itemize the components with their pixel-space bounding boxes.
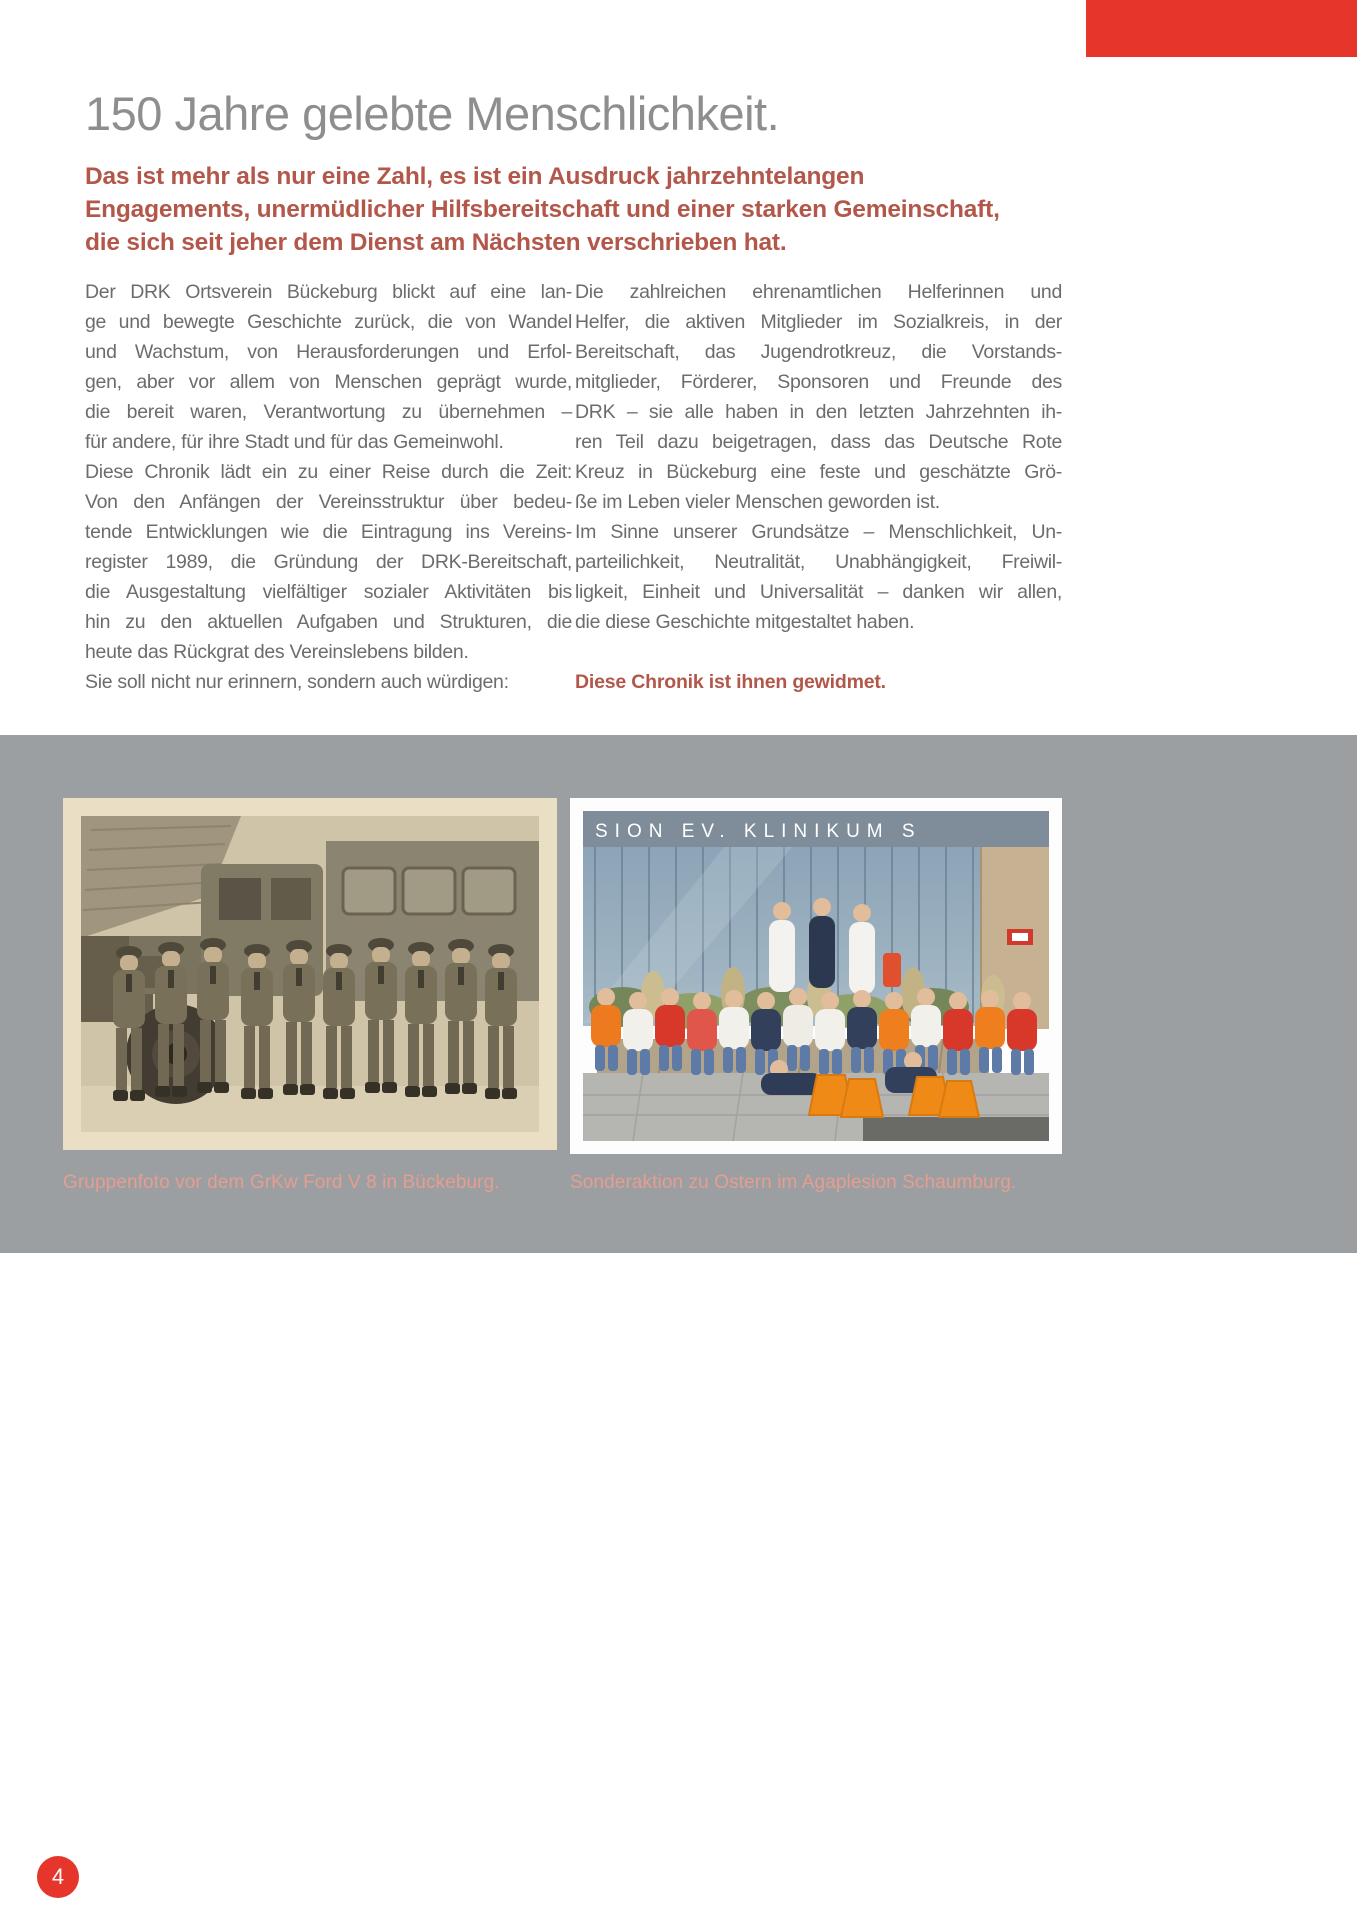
vintage-photo-illustration xyxy=(81,816,539,1132)
dedication-line: Diese Chronik ist ihnen gewidmet. xyxy=(575,671,886,693)
body-line: Der DRK Ortsverein Bückeburg blickt auf eine lan- xyxy=(85,281,572,303)
photo-caption-right: Sonderaktion zu Ostern im Agaplesion Schaumburg. xyxy=(570,1172,1017,1193)
body-line: die diese Geschichte mitgestaltet haben. xyxy=(575,611,915,633)
page-number-badge xyxy=(37,1856,79,1898)
body-line: Sie soll nicht nur erinnern, sondern auch würdigen: xyxy=(85,671,509,693)
body-line: Bereitschaft, das Jugendrotkreuz, die Vorstands- xyxy=(575,341,1062,363)
body-line: Diese Chronik lädt ein zu einer Reise durch die Zeit: xyxy=(85,461,572,483)
body-column-right xyxy=(575,277,1062,697)
body-line: DRK – sie alle haben in den letzten Jahrzehnten ih- xyxy=(575,401,1062,423)
body-line: hin zu den aktuellen Aufgaben und Strukturen, die xyxy=(85,611,572,633)
subtitle-line: Engagements, unermüdlicher Hilfsbereitschaft und einer starken Gemeinschaft, xyxy=(85,196,1000,223)
vintage-group-photo xyxy=(63,798,557,1150)
intro-subtitle xyxy=(85,160,1095,259)
body-line: Kreuz in Bückeburg eine feste und geschätzte Grö- xyxy=(575,461,1062,483)
body-line: ge und bewegte Geschichte zurück, die von Wandel xyxy=(85,311,572,333)
photo-band xyxy=(0,735,1357,1253)
body-line: ren Teil dazu beigetragen, dass das Deutsche Rote xyxy=(575,431,1062,453)
body-line: register 1989, die Gründung der DRK-Bereitschaft, xyxy=(85,551,572,573)
spacer xyxy=(575,637,1062,667)
body-column-left xyxy=(85,277,572,697)
body-line: die bereit waren, Verantwortung zu übernehmen – xyxy=(85,401,572,423)
body-line: mitglieder, Förderer, Sponsoren und Freunde des xyxy=(575,371,1062,393)
modern-photo-illustration xyxy=(583,811,1049,1141)
page-number: 4 xyxy=(51,1864,65,1889)
body-line: tende Entwicklungen wie die Eintragung ins Vereins- xyxy=(85,521,572,543)
body-line: für andere, für ihre Stadt und für das Gemeinwohl. xyxy=(85,431,504,453)
body-line: heute das Rückgrat des Vereinslebens bilden. xyxy=(85,641,469,663)
photo-caption-left: Gruppenfoto vor dem GrKw Ford V 8 in Bückeburg. xyxy=(63,1172,500,1193)
page-title: 150 Jahre gelebte Menschlichkeit. xyxy=(85,87,780,140)
body-line: ße im Leben vieler Menschen geworden ist. xyxy=(575,491,940,513)
subtitle-line: Das ist mehr als nur eine Zahl, es ist ein Ausdruck jahrzehntelangen xyxy=(85,163,865,190)
body-line: Die zahlreichen ehrenamtlichen Helferinnen und xyxy=(575,281,1062,303)
body-line: und Wachstum, von Herausforderungen und Erfol- xyxy=(85,341,572,363)
body-line: Von den Anfängen der Vereinsstruktur über bedeu- xyxy=(85,491,572,513)
body-line: Helfer, die aktiven Mitglieder im Sozialkreis, in der xyxy=(575,311,1062,333)
subtitle-line: die sich seit jeher dem Dienst am Nächsten verschrieben hat. xyxy=(85,229,787,256)
body-line: die Ausgestaltung vielfältiger sozialer Aktivitäten bis xyxy=(85,581,572,603)
body-line: Im Sinne unserer Grundsätze – Menschlichkeit, Un- xyxy=(575,521,1062,543)
body-line: gen, aber vor allem von Menschen geprägt wurde, xyxy=(85,371,572,393)
corner-accent-banner xyxy=(1086,0,1357,57)
body-line: ligkeit, Einheit und Universalität – danken wir allen, xyxy=(575,581,1062,603)
modern-group-photo xyxy=(570,798,1062,1154)
building-sign-text: SION EV. KLINIKUM S xyxy=(595,821,922,842)
body-line: parteilichkeit, Neutralität, Unabhängigkeit, Freiwil- xyxy=(575,551,1062,573)
